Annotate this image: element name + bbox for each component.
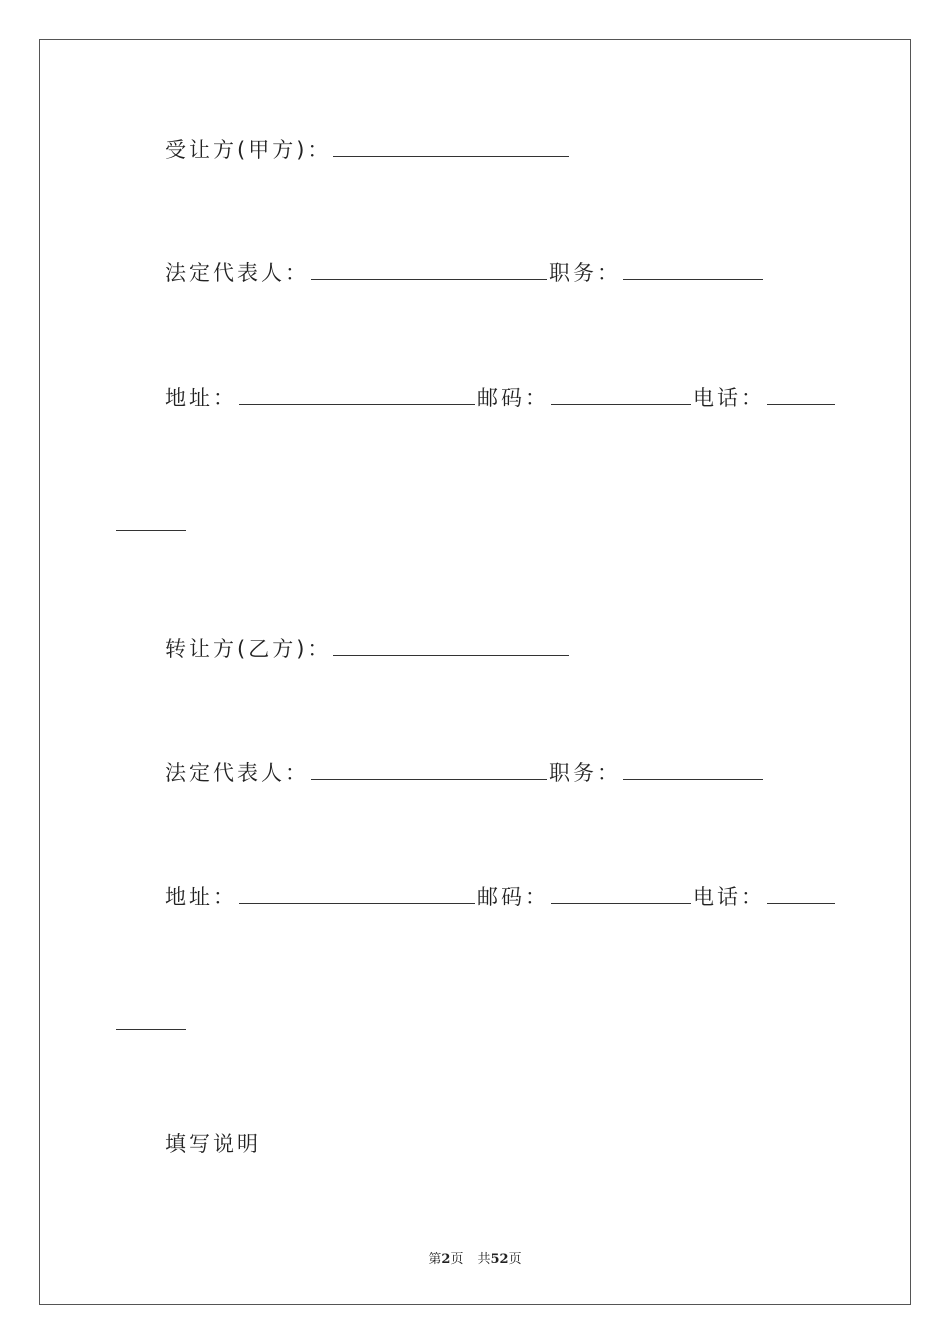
party-b-title-field[interactable] (623, 761, 763, 780)
footer-total-prefix: 共 (477, 1252, 491, 1267)
party-b-rep-line (165, 759, 765, 787)
party-b-address-label: 地址： (165, 885, 237, 909)
party-b-address-line (165, 883, 837, 911)
party-a-name-field[interactable] (333, 138, 569, 157)
party-b-title-label: 职务： (549, 761, 621, 785)
page-footer (0, 1248, 950, 1267)
party-b-rep-field[interactable] (311, 761, 547, 780)
party-a-label: 受让方(甲方)： (165, 138, 332, 162)
footer-total-unit: 页 (508, 1252, 522, 1267)
party-a-rep-line (165, 259, 765, 287)
party-a-rep-field[interactable] (311, 261, 547, 280)
party-a-zip-field[interactable] (551, 386, 691, 405)
footer-current-page: 2 (441, 1252, 451, 1267)
page-frame (39, 39, 911, 1305)
party-b-phone-label: 电话： (693, 885, 765, 909)
footer-prefix: 第 (428, 1252, 442, 1267)
footer-page-unit: 页 (450, 1252, 464, 1267)
party-b-name-field[interactable] (333, 637, 569, 656)
party-a-phone-field[interactable] (767, 386, 835, 405)
party-b-zip-label: 邮码： (477, 885, 549, 909)
party-a-line (165, 136, 571, 164)
party-a-zip-label: 邮码： (477, 386, 549, 410)
party-b-line (165, 635, 571, 663)
party-b-rep-label: 法定代表人： (165, 761, 309, 785)
party-a-address-field[interactable] (239, 386, 475, 405)
party-a-address-label: 地址： (165, 386, 237, 410)
party-b-phone-field[interactable] (767, 885, 835, 904)
section-heading: 填写说明 (165, 1132, 261, 1156)
footer-total-pages: 52 (490, 1252, 509, 1267)
party-a-rep-label: 法定代表人： (165, 261, 309, 285)
party-b-zip-field[interactable] (551, 885, 691, 904)
party-a-title-field[interactable] (623, 261, 763, 280)
party-a-address-line (165, 384, 837, 412)
party-a-phone-label: 电话： (693, 386, 765, 410)
party-a-phone-field-continued[interactable] (116, 530, 186, 531)
party-b-phone-field-continued[interactable] (116, 1029, 186, 1030)
party-b-address-field[interactable] (239, 885, 475, 904)
party-b-label: 转让方(乙方)： (165, 637, 332, 661)
party-a-title-label: 职务： (549, 261, 621, 285)
